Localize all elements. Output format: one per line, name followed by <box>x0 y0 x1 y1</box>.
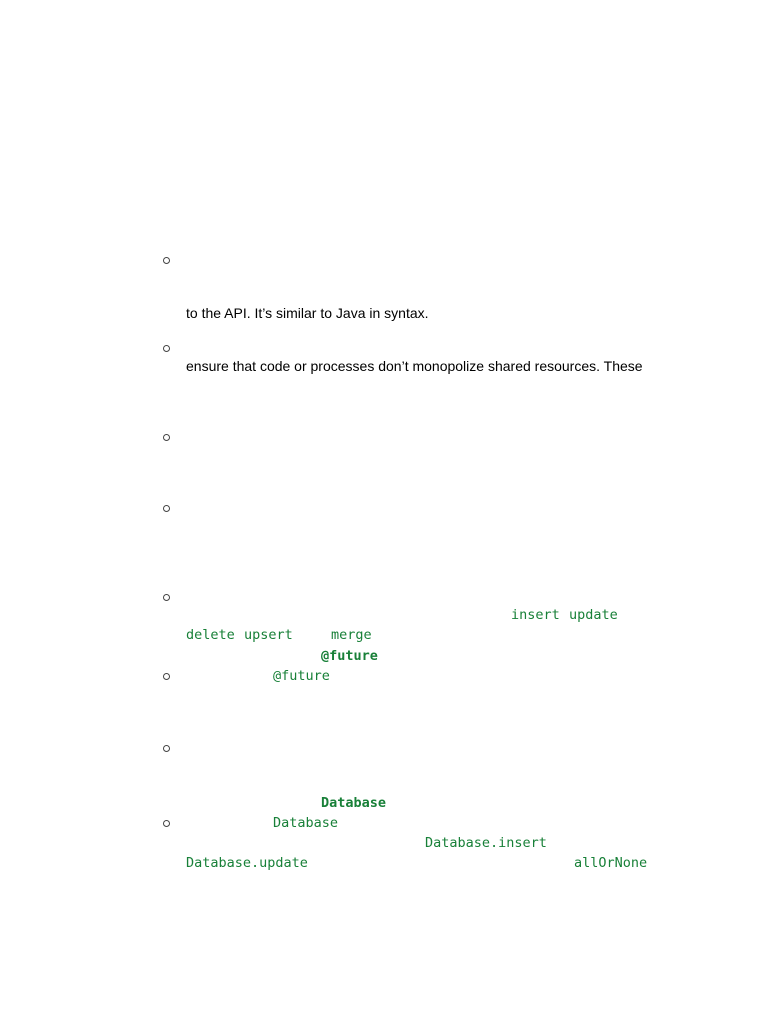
hollow-circle-bullet-icon <box>162 593 171 602</box>
code-database-insert: Database.insert <box>425 835 547 851</box>
code-update: update <box>569 607 618 623</box>
code-future-heading: @future <box>321 648 378 664</box>
code-delete: delete <box>186 627 235 643</box>
hollow-circle-bullet-icon <box>162 744 171 753</box>
hollow-circle-bullet-icon <box>162 504 171 513</box>
hollow-circle-bullet-icon <box>162 433 171 442</box>
hollow-circle-bullet-icon <box>162 256 171 265</box>
hollow-circle-bullet-icon <box>162 344 171 353</box>
code-insert: insert <box>511 607 560 623</box>
hollow-circle-bullet-icon <box>162 819 171 828</box>
governor-limits-line: ensure that code or processes don’t monopolize shared resources. These <box>186 358 643 374</box>
code-all-or-none: allOrNone <box>574 855 648 871</box>
hollow-circle-bullet-icon <box>162 672 171 681</box>
code-future-inline: @future <box>273 668 330 684</box>
code-database-inline: Database <box>273 815 339 831</box>
code-merge: merge <box>331 627 372 643</box>
code-database-update: Database.update <box>186 855 308 871</box>
code-database-heading: Database <box>321 795 387 811</box>
api-syntax-line: to the API. It’s similar to Java in syntax. <box>186 305 429 321</box>
code-upsert: upsert <box>244 627 293 643</box>
